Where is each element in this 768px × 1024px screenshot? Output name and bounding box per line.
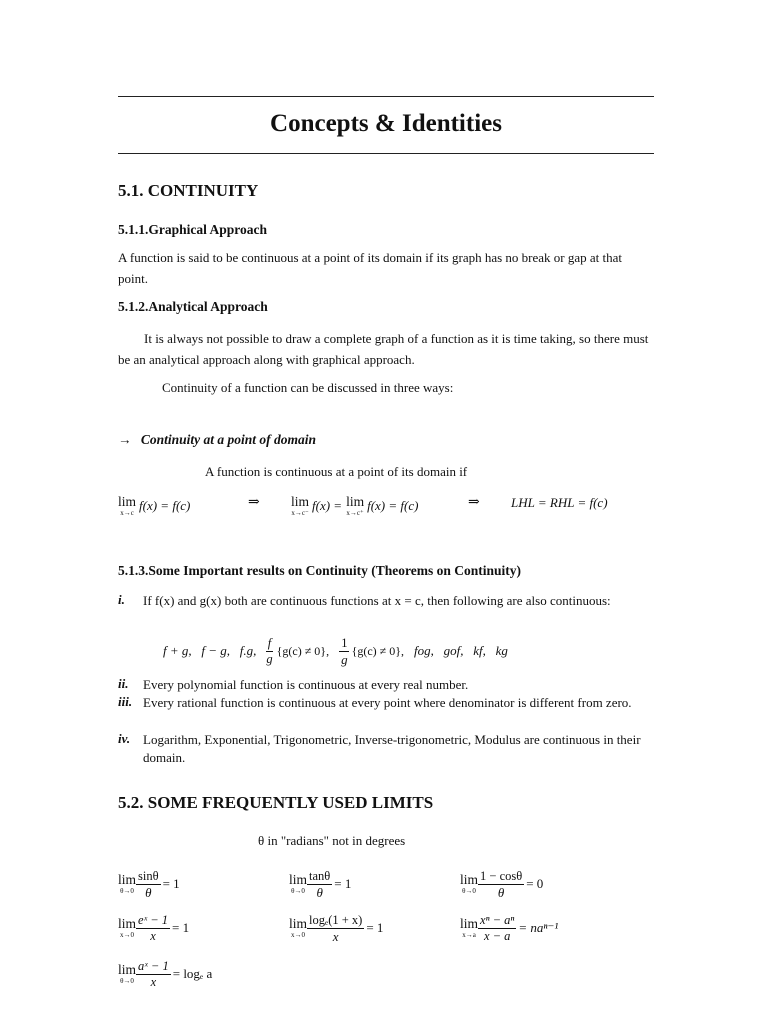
limit-sin: lim θ→0 $\frac{\sin\theta}{\theta}$ = 1	[118, 868, 180, 900]
list-item: If f(x) and g(x) both are continuous functions at x = c, then following are also continuous:	[143, 593, 611, 608]
limit-one-minus-cos: lim θ→0 $\frac{1 - \cos\theta}{\theta}$ = 0	[460, 868, 544, 900]
list-marker: iv.	[118, 731, 131, 746]
section-5-2-heading: 5.2. SOME FREQUENTLY USED LIMITS	[118, 793, 434, 812]
section-5-1-2-text: It is always not possible to draw a complete graph of a function as it is time taking, so there must be an analytical approach along with graphical approach.	[118, 331, 649, 367]
section-5-1-2-heading: 5.1.2.Analytical Approach	[118, 299, 268, 314]
list-marker: i.	[118, 592, 125, 607]
condition-1-expr: f(x) = f(c)	[139, 498, 191, 513]
limit-a-power: lim θ→0 $\frac{\text{aˣ − 1}}{x}$ = logₑ a	[118, 958, 213, 989]
title-bottom-rule	[118, 153, 654, 154]
limit-log: lim x→0 $\frac{\text{logₑ(1 + x)}}{x}$ = 1	[289, 912, 384, 944]
limit-power: lim x→a $\frac{\text{xⁿ − aⁿ}}{x - a}$ = naⁿ⁻¹	[460, 912, 559, 943]
page-title: Concepts & Identities	[270, 110, 502, 137]
section-5-1-heading: 5.1. CONTINUITY	[118, 181, 259, 200]
continuity-condition-3: LHL = RHL = f(c)	[511, 495, 608, 510]
list-item: Every rational function is continuous at every point where denominator is different from zero.	[143, 695, 632, 710]
continuity-ways-text: Continuity of a function can be discussed in three ways:	[162, 380, 454, 395]
continuous-operations: f + g, f − g, f.g, $\frac{f}{g}$ {g(c) ≠ 0}, $\frac{1}{g}$ {g(c) ≠ 0}, fog, gof, kf, kg	[163, 635, 508, 667]
continuity-point-heading	[118, 432, 316, 448]
radians-note: θ in "radians" not in degrees	[258, 833, 406, 848]
continuity-point-title: Continuity at a point of domain	[140, 432, 317, 447]
section-5-1-1-text: A function is said to be continuous at a point of its domain if its graph has no break or gap at that point.	[118, 250, 623, 286]
list-item: Logarithm, Exponential, Trigonometric, Inverse-trigonometric, Modulus are continuous in their domain.	[143, 732, 641, 765]
section-5-1-1-heading: 5.1.1.Graphical Approach	[118, 222, 268, 237]
right-limit-operator: lim x→c⁺	[346, 494, 365, 517]
list-marker: ii.	[118, 676, 129, 691]
implies-icon: ⇒	[248, 495, 260, 510]
limit-operator: lim x→c	[118, 494, 137, 517]
limit-exp: lim x→0 $\frac{\text{eˣ − 1}}{x}$ = 1	[118, 912, 190, 943]
list-item: Every polynomial function is continuous at every real number.	[143, 677, 469, 692]
left-limit-operator: lim x→c⁻	[291, 494, 310, 517]
continuity-condition-2: lim x→c⁻ f(x) = lim x→c⁺ f(x) = f(c)	[291, 494, 419, 517]
top-rule	[118, 96, 654, 97]
limit-tan: lim θ→0 $\frac{\tan\theta}{\theta}$ = 1	[289, 868, 352, 900]
continuity-condition-1	[118, 490, 190, 522]
arrow-icon: →	[118, 432, 132, 447]
one-over-g-fraction: $\frac{1}{g}$	[341, 635, 348, 667]
continuity-point-intro: A function is continuous at a point of its domain if	[205, 464, 468, 479]
f-over-g-fraction: $\frac{f}{g}$	[266, 635, 273, 666]
list-marker: iii.	[118, 694, 133, 709]
section-5-1-3-heading: 5.1.3.Some Important results on Continuity (Theorems on Continuity)	[118, 563, 522, 578]
implies-icon: ⇒	[468, 495, 480, 510]
